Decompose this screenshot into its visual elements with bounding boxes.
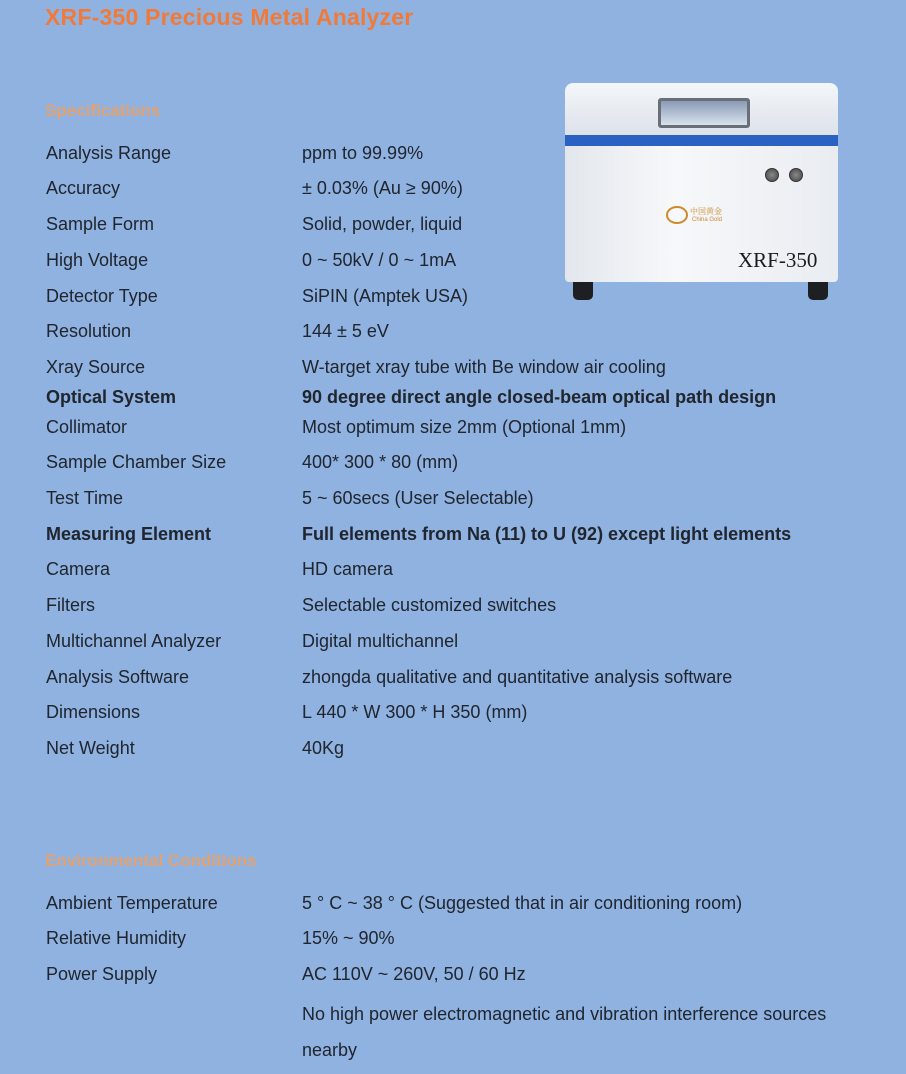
spec-label: Accuracy — [46, 178, 121, 198]
spec-value: 0 ~ 50kV / 0 ~ 1mA — [302, 250, 457, 270]
spec-label: Filters — [46, 595, 95, 615]
environment-label: Ambient Temperature — [46, 893, 218, 913]
device-logo-subtext: China Gold — [692, 217, 723, 223]
environment-label: Power Supply — [46, 964, 158, 984]
spec-row — [46, 485, 876, 511]
spec-label: Xray Source — [46, 357, 146, 377]
environment-value: AC 110V ~ 260V, 50 / 60 Hz — [302, 964, 526, 984]
spec-label: Measuring Element — [46, 524, 212, 544]
spec-value: 400* 300 * 80 (mm) — [302, 452, 459, 472]
environment-value: 15% ~ 90% — [302, 928, 395, 948]
spec-value: SiPIN (Amptek USA) — [302, 286, 469, 306]
spec-value: W-target xray tube with Be window air cooling — [302, 357, 666, 377]
spec-row — [46, 735, 876, 761]
spec-row — [46, 592, 876, 618]
spec-value: ppm to 99.99% — [302, 143, 424, 163]
environment-label: Relative Humidity — [46, 928, 187, 948]
spec-label: Sample Chamber Size — [46, 452, 227, 472]
spec-value: zhongda qualitative and quantitative analysis software — [302, 667, 733, 687]
spec-row — [46, 556, 876, 582]
spec-label: High Voltage — [46, 250, 149, 270]
spec-label: Analysis Software — [46, 667, 190, 687]
device-logo-text: 中国黄金 — [690, 207, 722, 216]
spec-row — [46, 211, 876, 237]
spec-label: Test Time — [46, 488, 124, 508]
spec-value: ± 0.03% (Au ≥ 90%) — [302, 178, 463, 198]
spec-label: Camera — [46, 559, 111, 579]
spec-row — [46, 521, 876, 547]
spec-value: Selectable customized switches — [302, 595, 557, 615]
spec-row — [46, 384, 876, 410]
spec-row — [46, 354, 876, 380]
spec-row — [46, 449, 876, 475]
spec-value: Full elements from Na (11) to U (92) except light elements — [302, 524, 792, 544]
spec-value: 90 degree direct angle closed-beam optical path design — [302, 387, 777, 407]
spec-label: Resolution — [46, 321, 132, 341]
spec-row — [46, 140, 876, 166]
spec-label: Collimator — [46, 417, 128, 437]
spec-label: Analysis Range — [46, 143, 172, 163]
device-viewing-window — [658, 98, 750, 128]
page-title: XRF-350 Precious Metal Analyzer — [45, 4, 414, 30]
spec-value: 40Kg — [302, 738, 345, 758]
device-model-label: XRF-350 — [738, 248, 818, 272]
spec-label: Detector Type — [46, 286, 158, 306]
spec-row — [46, 664, 876, 690]
environment-row — [46, 890, 876, 916]
spec-value: HD camera — [302, 559, 394, 579]
environment-row — [46, 961, 876, 987]
spec-value: 144 ± 5 eV — [302, 321, 389, 341]
environmental-heading: Environmental Conditions — [45, 851, 257, 870]
spec-row — [46, 283, 876, 309]
spec-row — [46, 628, 876, 654]
spec-value: 5 ~ 60secs (User Selectable) — [302, 488, 534, 508]
spec-value: Solid, powder, liquid — [302, 214, 463, 234]
environment-note: No high power electromagnetic and vibration interference sources nearby — [302, 1004, 827, 1060]
spec-value: L 440 * W 300 * H 350 (mm) — [302, 702, 528, 722]
spec-row — [46, 247, 876, 273]
spec-row — [46, 414, 876, 440]
environment-value: 5 ° C ~ 38 ° C (Suggested that in air conditioning room) — [302, 893, 743, 913]
spec-row — [46, 175, 876, 201]
spec-label: Sample Form — [46, 214, 155, 234]
specifications-heading: Specifications — [45, 101, 161, 120]
spec-value: Most optimum size 2mm (Optional 1mm) — [302, 417, 627, 437]
spec-label: Dimensions — [46, 702, 141, 722]
spec-label: Net Weight — [46, 738, 135, 758]
spec-label: Multichannel Analyzer — [46, 631, 222, 651]
spec-label: Optical System — [46, 387, 177, 407]
spec-row — [46, 699, 876, 725]
spec-value: Digital multichannel — [302, 631, 459, 651]
spec-row — [46, 318, 876, 344]
environment-row — [46, 925, 876, 951]
